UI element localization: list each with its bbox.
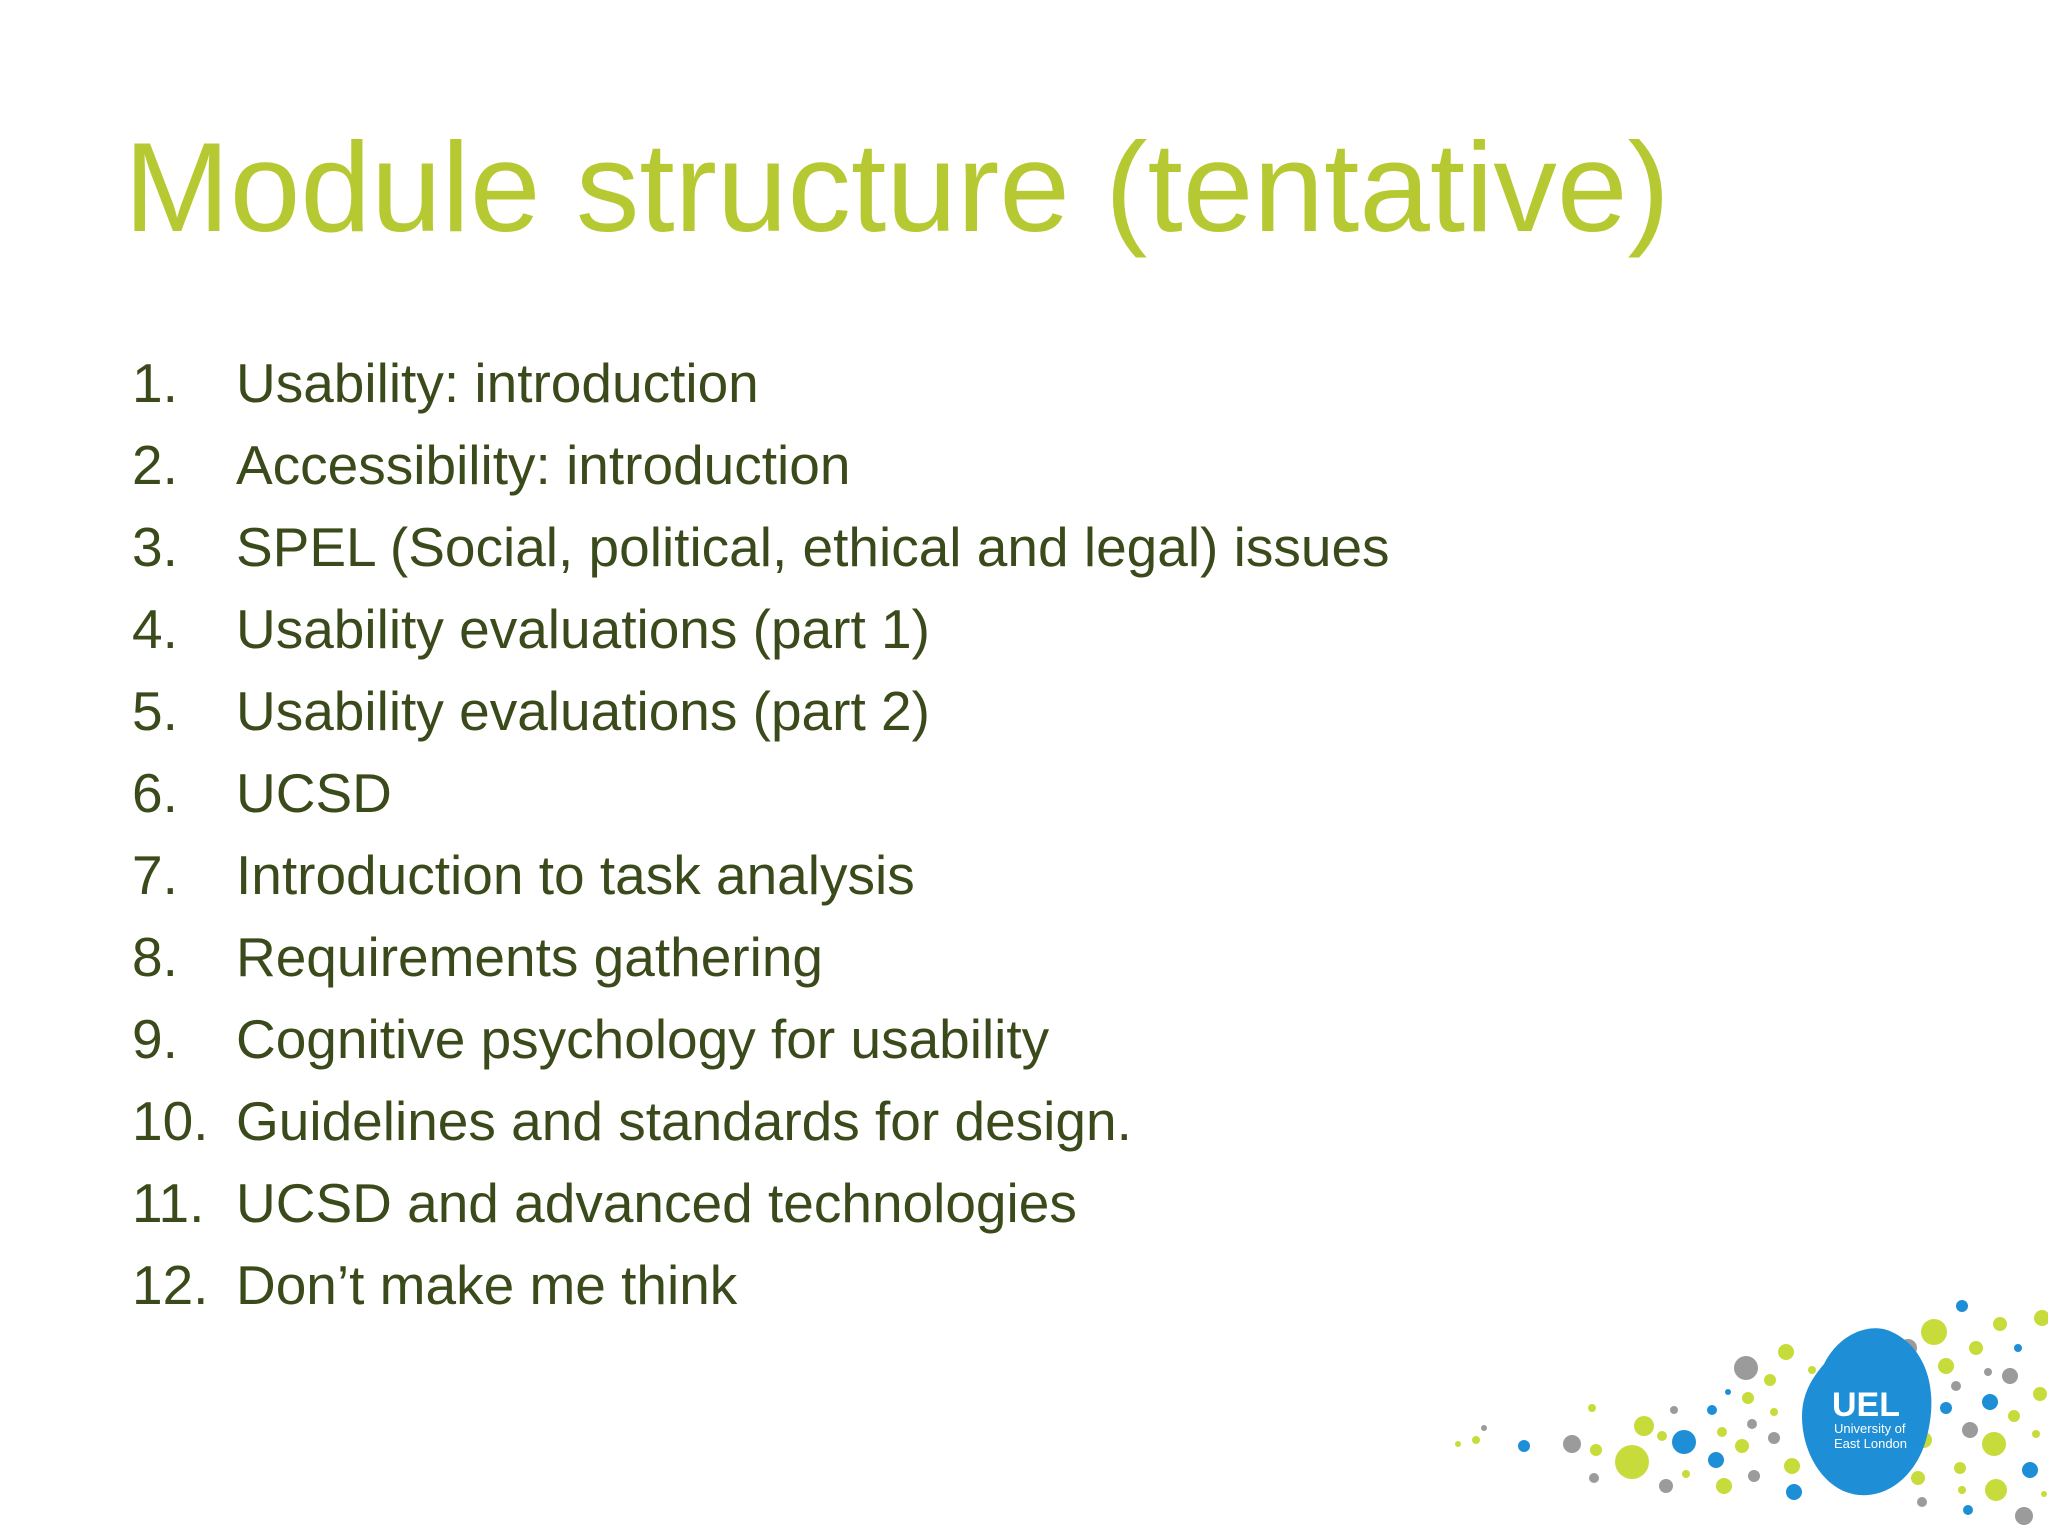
list-item xyxy=(132,834,1390,916)
list-item-text: Requirements gathering xyxy=(236,926,824,988)
list-item-text: SPEL (Social, political, ethical and legal) issues xyxy=(236,516,1390,578)
list-item-number: 9. xyxy=(132,1008,178,1070)
list-item xyxy=(132,588,1390,670)
list-item-number: 5. xyxy=(132,680,178,742)
list-item xyxy=(132,670,1390,752)
list-item-number: 1. xyxy=(132,352,178,414)
decorative-dots xyxy=(1455,1300,2048,1525)
list-item xyxy=(132,1244,1390,1326)
logo-line-2: East London xyxy=(1834,1436,1908,1451)
list-item xyxy=(132,1080,1390,1162)
slide-title: Module structure (tentative) xyxy=(124,116,1670,258)
list-item-text: Guidelines and standards for design. xyxy=(236,1090,1132,1152)
list-item-number: 4. xyxy=(132,598,178,660)
uel-logo-graphic xyxy=(1440,1290,2048,1536)
list-item xyxy=(132,424,1390,506)
list-item-text: Usability evaluations (part 2) xyxy=(236,680,930,742)
module-list xyxy=(132,342,1390,1326)
list-item xyxy=(132,1162,1390,1244)
list-item-number: 8. xyxy=(132,926,178,988)
list-item-text: Accessibility: introduction xyxy=(236,434,851,496)
list-item-number: 11. xyxy=(132,1172,205,1234)
logo-acronym: UEL xyxy=(1832,1386,1900,1424)
list-item-number: 2. xyxy=(132,434,178,496)
list-item-number: 6. xyxy=(132,762,178,824)
uel-logo xyxy=(1440,1290,2048,1536)
list-item-text: Usability evaluations (part 1) xyxy=(236,598,930,660)
list-item-text: UCSD and advanced technologies xyxy=(236,1172,1077,1234)
list-item-text: Usability: introduction xyxy=(236,352,759,414)
list-item-text: Cognitive psychology for usability xyxy=(236,1008,1050,1070)
list-item xyxy=(132,998,1390,1080)
list-item-text: Introduction to task analysis xyxy=(236,844,915,906)
logo-line-1: University of xyxy=(1834,1421,1906,1436)
list-item-text: UCSD xyxy=(236,762,392,824)
list-item xyxy=(132,342,1390,424)
list-item-number: 3. xyxy=(132,516,178,578)
list-item-text: Don’t make me think xyxy=(236,1254,738,1316)
list-item xyxy=(132,752,1390,834)
list-item xyxy=(132,506,1390,588)
list-item-number: 7. xyxy=(132,844,178,906)
list-item xyxy=(132,916,1390,998)
list-item-number: 10. xyxy=(132,1090,209,1152)
list-item-number: 12. xyxy=(132,1254,209,1316)
